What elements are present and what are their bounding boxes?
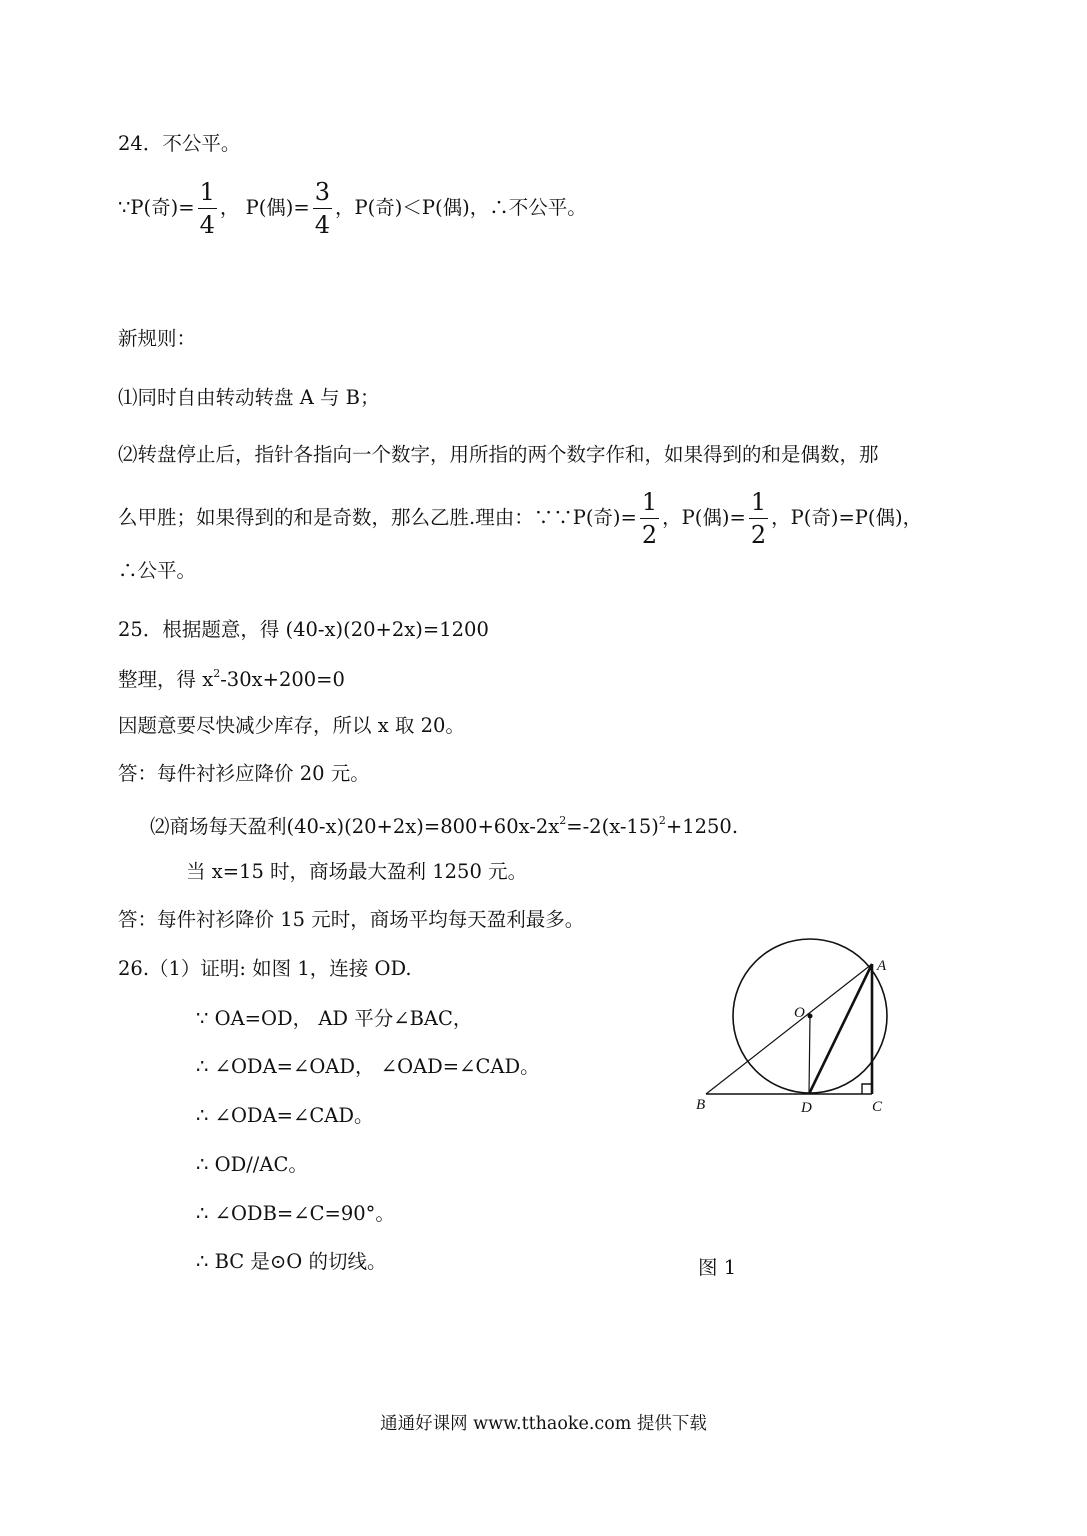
q25-line-1: 25．根据题意，得 (40-x)(20+2x)=1200 bbox=[118, 618, 489, 641]
fraction-one-quarter: $\frac{1}{4}$ bbox=[199, 178, 215, 239]
rule-2-reason-text: 么甲胜；如果得到的和是奇数，那么乙胜.理由：∵∵P(奇)= bbox=[118, 506, 637, 529]
new-rules-heading: 新规则： bbox=[118, 327, 197, 350]
q24-title: 24．不公平。 bbox=[118, 132, 241, 155]
label-c: C bbox=[872, 1099, 883, 1115]
q26-line-1: 26.（1）证明: 如图 1，连接 OD. bbox=[118, 957, 412, 980]
q24-mid-text: ， P(偶)= bbox=[219, 196, 310, 219]
label-a: A bbox=[877, 958, 887, 974]
q25-answer-2: 答：每件衬衫降价 15 元时，商场平均每天盈利最多。 bbox=[118, 908, 585, 931]
q26-line-3: ∴ ∠ODA=∠OAD， ∠OAD=∠CAD。 bbox=[196, 1055, 540, 1078]
rule-2-line-1: ⑵转盘停止后，指针各指向一个数字，用所指的两个数字作和，如果得到的和是偶数，那 bbox=[118, 443, 879, 466]
fraction-three-quarters: $\frac{3}{4}$ bbox=[314, 178, 331, 239]
segment-ad bbox=[809, 964, 872, 1094]
q25-line-6: 当 x=15 时，商场最大盈利 1250 元。 bbox=[186, 860, 528, 883]
rule-2-even-text: ，P(偶)= bbox=[662, 506, 746, 529]
rule-2-line-2 bbox=[118, 490, 922, 547]
q26-line-4: ∴ ∠ODA=∠CAD。 bbox=[196, 1104, 374, 1127]
q25-line-3: 因题意要尽快减少库存，所以 x 取 20。 bbox=[118, 714, 465, 737]
q26-line-5: ∴ OD//AC。 bbox=[196, 1153, 308, 1176]
q26-line-6: ∴ ∠ODB=∠C=90°。 bbox=[196, 1202, 395, 1225]
footer-text: 通通好课网 www.tthaoke.com 提供下载 bbox=[380, 1414, 707, 1434]
q24-conclusion: ∴公平。 bbox=[118, 559, 197, 582]
label-o: O bbox=[794, 1005, 805, 1021]
figure-caption: 图 1 bbox=[698, 1256, 737, 1279]
q24-end-text: ，P(奇)＜P(偶)，∴不公平。 bbox=[335, 196, 587, 219]
rule-1: ⑴同时自由转动转盘 A 与 B； bbox=[118, 386, 380, 409]
center-point bbox=[808, 1014, 813, 1019]
label-d: D bbox=[801, 1100, 812, 1116]
q25-line-5: ⑵商场每天盈利$(40-x)(20+2x)=800+60x-2x^2=-2(x-15)^2+1250$. bbox=[150, 814, 739, 838]
q24-probability-line bbox=[118, 180, 587, 237]
label-b: B bbox=[696, 1097, 706, 1113]
geometry-figure bbox=[690, 930, 910, 1130]
right-angle-mark bbox=[862, 1084, 872, 1094]
q26-line-7: ∴ BC 是⊙O 的切线。 bbox=[196, 1250, 387, 1273]
segment-ba bbox=[706, 964, 872, 1094]
q25-answer-1: 答：每件衬衫应降价 20 元。 bbox=[118, 762, 370, 785]
q26-line-2: ∵ OA=OD， AD 平分∠BAC， bbox=[196, 1007, 473, 1030]
fraction-one-half-even: $\frac{1}{2}$ bbox=[750, 488, 767, 549]
segment-od bbox=[809, 1016, 810, 1094]
fraction-one-half-odd: $\frac{1}{2}$ bbox=[641, 488, 658, 549]
rule-2-equal-text: ，P(奇)=P(偶)， bbox=[771, 506, 923, 529]
q24-since-text: ∵P(奇)= bbox=[118, 196, 195, 219]
q25-line-2: 整理，得 $x^2-30x+200=0$ bbox=[118, 667, 345, 691]
